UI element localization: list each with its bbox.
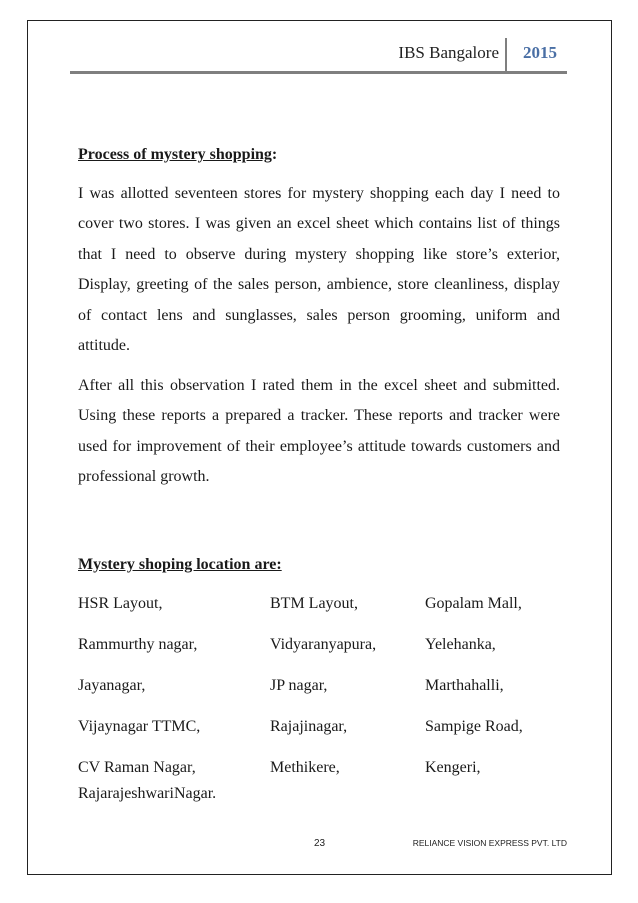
location-item: Marthahalli, <box>425 677 504 694</box>
location-item-last: RajarajeshwariNagar. <box>78 785 217 802</box>
section-heading-locations: Mystery shoping location are: <box>78 555 282 573</box>
location-item: Jayanagar, <box>78 677 146 694</box>
location-item: Vijaynagar TTMC, <box>78 718 201 735</box>
location-item: Gopalam Mall, <box>425 595 522 612</box>
location-item: Yelehanka, <box>425 636 496 653</box>
footer-company: RELIANCE VISION EXPRESS PVT. LTD <box>412 838 567 848</box>
locations-grid <box>78 589 560 783</box>
header-divider <box>505 38 507 71</box>
location-item: Rajajinagar, <box>270 718 348 735</box>
section-heading-process <box>78 140 560 171</box>
location-item: HSR Layout, <box>78 595 163 612</box>
paragraph-1: I was allotted seventeen stores for mystery shopping each day I need to cover two stores. I was given an excel sheet which contains list of things that I need to observe during mystery shopping like store’s exterior, Display, greeting of the sales person, ambience, store cleanliness, display of contact lens and sunglasses, sales person grooming, uniform and attitude. <box>78 184 560 354</box>
location-item: Rammurthy nagar, <box>78 636 198 653</box>
process-heading-colon: : <box>271 146 278 163</box>
header-title: IBS Bangalore <box>398 43 499 62</box>
process-heading-text: Process of mystery shopping <box>78 146 272 163</box>
header-year: 2015 <box>523 43 557 62</box>
paragraph-2: After all this observation I rated them in the excel sheet and submitted. Using these reports a prepared a tracker. These reports and tracker were used for improvement of their employee’s attitude towards customers and professional growth. <box>78 376 560 485</box>
location-item: BTM Layout, <box>270 595 358 612</box>
location-item: Sampige Road, <box>425 718 523 735</box>
page-number: 23 <box>314 838 326 849</box>
page-content <box>78 140 560 809</box>
location-item: Vidyaranyapura, <box>270 636 377 653</box>
page-header <box>70 38 567 74</box>
page-footer <box>70 836 567 854</box>
location-item: JP nagar, <box>270 677 328 694</box>
location-item: Kengeri, <box>425 759 481 776</box>
location-item: Methikere, <box>270 759 340 776</box>
location-item: CV Raman Nagar, <box>78 759 196 776</box>
